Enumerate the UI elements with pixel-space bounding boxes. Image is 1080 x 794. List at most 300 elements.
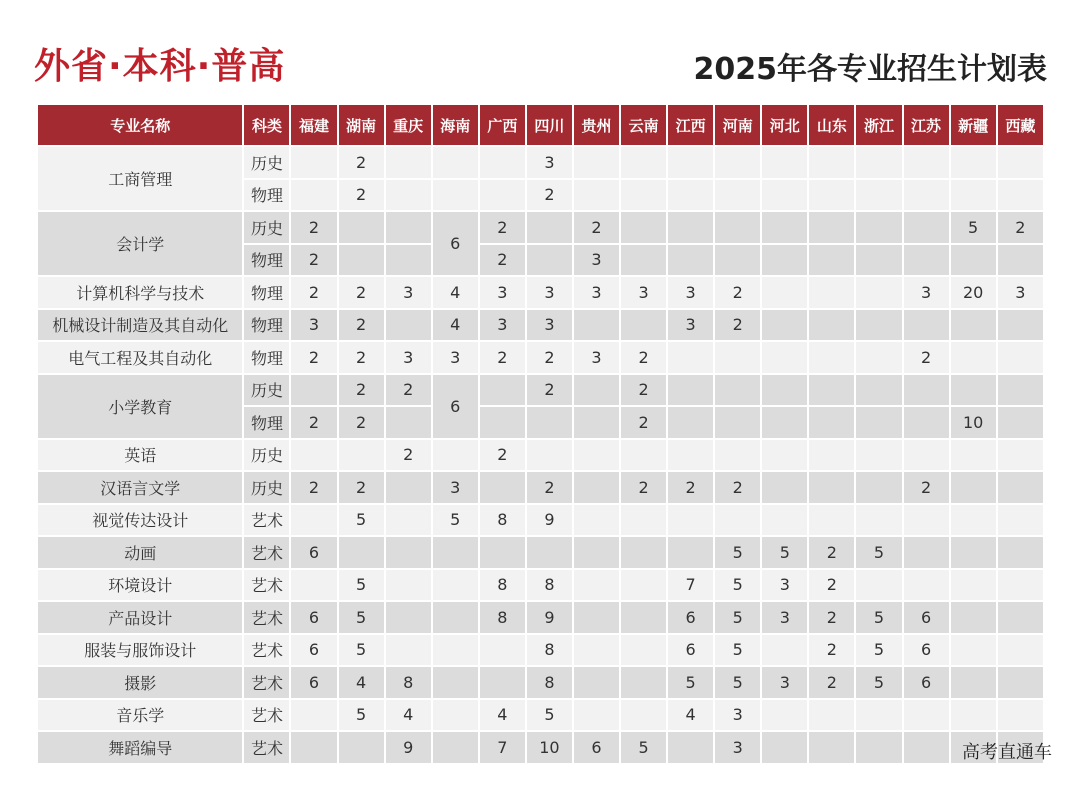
quota-cell [291,700,336,731]
quota-cell: 3 [527,310,572,341]
quota-cell: 6 [904,602,949,633]
quota-cell [339,732,384,763]
quota-cell [809,245,854,276]
table-row [38,212,1043,243]
quota-cell [386,180,431,211]
table-row [38,570,1043,601]
quota-cell: 3 [527,147,572,178]
quota-cell [951,570,996,601]
quota-cell [856,472,901,503]
quota-cell [998,635,1043,666]
table-row [38,375,1043,406]
quota-cell [668,375,713,406]
quota-cell: 2 [621,407,666,438]
quota-cell [386,147,431,178]
quota-cell: 2 [574,212,619,243]
quota-cell [339,245,384,276]
quota-cell: 2 [480,342,525,373]
quota-cell: 2 [480,212,525,243]
quota-cell: 6 [291,667,336,698]
quota-cell [904,440,949,471]
quota-cell: 2 [339,342,384,373]
quota-cell: 5 [951,212,996,243]
quota-cell: 3 [433,472,478,503]
quota-cell [480,375,525,406]
quota-cell [715,245,760,276]
column-header-major: 专业名称 [38,105,242,145]
major-group [38,700,1043,731]
major-group [38,277,1043,308]
quota-cell [998,440,1043,471]
quota-cell: 3 [574,277,619,308]
quota-cell [386,212,431,243]
quota-cell [715,407,760,438]
quota-cell: 2 [715,277,760,308]
column-header-type: 科类 [244,105,289,145]
subject-type-cell: 物理 [244,277,289,308]
quota-cell [809,342,854,373]
table-row [38,472,1043,503]
quota-cell [621,700,666,731]
quota-cell [951,505,996,536]
quota-cell: 2 [339,277,384,308]
column-header-province: 河南 [715,105,760,145]
quota-cell [856,570,901,601]
quota-cell: 8 [480,602,525,633]
quota-cell: 4 [386,700,431,731]
quota-cell: 2 [386,375,431,406]
quota-cell: 3 [762,570,807,601]
quota-cell: 5 [339,635,384,666]
quota-cell [621,212,666,243]
quota-cell [291,505,336,536]
table-row [38,440,1043,471]
quota-cell: 5 [715,570,760,601]
quota-cell: 3 [668,310,713,341]
subject-type-cell: 历史 [244,472,289,503]
subject-type-cell: 物理 [244,342,289,373]
major-name-cell: 舞蹈编导 [38,732,242,763]
quota-cell [527,537,572,568]
subject-type-cell: 历史 [244,440,289,471]
quota-cell: 2 [809,570,854,601]
quota-cell [762,635,807,666]
quota-cell: 5 [621,732,666,763]
table-row [38,700,1043,731]
quota-cell [621,440,666,471]
column-header-province: 云南 [621,105,666,145]
quota-cell: 3 [574,245,619,276]
quota-cell: 5 [762,537,807,568]
quota-cell [386,245,431,276]
quota-cell [715,375,760,406]
column-header-province: 江西 [668,105,713,145]
major-group [38,635,1043,666]
major-name-cell: 工商管理 [38,147,242,210]
column-header-province: 贵州 [574,105,619,145]
quota-cell [809,732,854,763]
table-row [38,635,1043,666]
quota-cell [762,505,807,536]
quota-cell: 2 [339,310,384,341]
quota-cell: 2 [998,212,1043,243]
quota-cell [621,667,666,698]
quota-cell: 2 [668,472,713,503]
quota-cell: 2 [291,245,336,276]
quota-cell: 9 [527,505,572,536]
column-header-province: 海南 [433,105,478,145]
major-name-cell: 汉语言文学 [38,472,242,503]
major-group [38,342,1043,373]
quota-cell: 5 [339,570,384,601]
major-group [38,212,1043,275]
quota-cell [433,147,478,178]
quota-cell [951,700,996,731]
quota-cell [574,147,619,178]
quota-cell [762,407,807,438]
quota-cell [433,570,478,601]
major-name-cell: 音乐学 [38,700,242,731]
quota-cell: 2 [904,472,949,503]
quota-cell: 2 [339,407,384,438]
quota-cell [856,732,901,763]
subject-type-cell: 历史 [244,375,289,406]
quota-cell: 2 [809,667,854,698]
column-header-province: 湖南 [339,105,384,145]
quota-cell: 5 [856,635,901,666]
quota-cell [762,700,807,731]
quota-cell [951,342,996,373]
quota-cell [904,180,949,211]
subject-type-cell: 艺术 [244,505,289,536]
quota-cell: 6 [291,537,336,568]
quota-cell [386,537,431,568]
major-name-cell: 视觉传达设计 [38,505,242,536]
quota-cell: 2 [480,440,525,471]
quota-cell: 2 [291,342,336,373]
quota-cell: 6 [433,212,478,275]
column-header-province: 山东 [809,105,854,145]
subject-type-cell: 艺术 [244,700,289,731]
major-group [38,440,1043,471]
quota-cell [386,407,431,438]
quota-cell: 3 [386,277,431,308]
quota-cell: 2 [291,472,336,503]
subject-type-cell: 物理 [244,310,289,341]
quota-cell: 2 [480,245,525,276]
quota-cell [998,472,1043,503]
major-name-cell: 动画 [38,537,242,568]
quota-cell: 4 [668,700,713,731]
quota-cell [904,700,949,731]
quota-cell [762,440,807,471]
quota-cell: 5 [339,602,384,633]
quota-cell [809,505,854,536]
quota-cell: 5 [715,602,760,633]
quota-cell [291,440,336,471]
quota-cell [951,180,996,211]
quota-cell [527,407,572,438]
quota-cell [574,440,619,471]
quota-cell [904,732,949,763]
quota-cell: 3 [762,667,807,698]
quota-cell: 3 [480,277,525,308]
quota-cell [762,375,807,406]
quota-cell: 3 [668,277,713,308]
quota-cell: 8 [480,570,525,601]
quota-cell [809,472,854,503]
quota-cell [574,700,619,731]
major-group [38,667,1043,698]
subject-type-cell: 艺术 [244,732,289,763]
quota-cell [856,212,901,243]
quota-cell [951,375,996,406]
major-group [38,147,1043,210]
quota-cell: 6 [668,635,713,666]
quota-cell [574,407,619,438]
major-group [38,472,1043,503]
quota-cell: 8 [527,667,572,698]
quota-cell: 2 [527,342,572,373]
quota-cell [668,440,713,471]
quota-cell [998,667,1043,698]
table-header-row [38,105,1043,145]
quota-cell [621,635,666,666]
quota-cell [480,537,525,568]
quota-cell [386,635,431,666]
quota-cell [715,440,760,471]
quota-cell [574,537,619,568]
subject-type-cell: 艺术 [244,667,289,698]
quota-cell [856,147,901,178]
quota-cell [856,700,901,731]
quota-cell [291,732,336,763]
quota-cell: 2 [339,472,384,503]
quota-cell: 5 [433,505,478,536]
quota-cell: 3 [762,602,807,633]
subject-type-cell: 艺术 [244,635,289,666]
quota-cell: 3 [574,342,619,373]
column-header-province: 四川 [527,105,572,145]
quota-cell: 4 [339,667,384,698]
quota-cell [668,147,713,178]
major-group [38,310,1043,341]
quota-cell [809,212,854,243]
column-header-province: 福建 [291,105,336,145]
brand-title: 外省·本科·普高 [34,46,286,87]
quota-cell [809,440,854,471]
quota-cell [998,602,1043,633]
quota-cell [762,310,807,341]
major-name-cell: 环境设计 [38,570,242,601]
quota-cell: 6 [904,667,949,698]
quota-cell [668,505,713,536]
major-name-cell: 机械设计制造及其自动化 [38,310,242,341]
quota-cell: 8 [527,570,572,601]
quota-cell [715,212,760,243]
quota-cell: 2 [621,472,666,503]
quota-cell [856,245,901,276]
quota-cell [574,180,619,211]
quota-cell [386,602,431,633]
quota-cell: 7 [480,732,525,763]
quota-cell [621,147,666,178]
quota-cell: 3 [904,277,949,308]
quota-cell [433,667,478,698]
table-row [38,277,1043,308]
quota-cell [480,407,525,438]
quota-cell [668,407,713,438]
quota-cell [904,407,949,438]
quota-cell [668,537,713,568]
quota-cell [715,147,760,178]
quota-cell [762,180,807,211]
quota-cell [339,212,384,243]
quota-cell: 5 [339,505,384,536]
quota-cell [998,700,1043,731]
quota-cell: 9 [386,732,431,763]
column-header-province: 新疆 [951,105,996,145]
quota-cell: 6 [291,602,336,633]
quota-cell [621,245,666,276]
quota-cell: 2 [904,342,949,373]
quota-cell [951,472,996,503]
quota-cell [951,147,996,178]
subject-type-cell: 物理 [244,407,289,438]
quota-cell: 7 [668,570,713,601]
quota-cell [951,245,996,276]
major-name-cell: 会计学 [38,212,242,275]
quota-cell [480,472,525,503]
quota-cell [904,537,949,568]
subject-type-cell: 艺术 [244,602,289,633]
quota-cell [433,700,478,731]
table-row [38,147,1043,178]
quota-cell: 2 [809,635,854,666]
quota-cell [951,537,996,568]
quota-cell: 3 [433,342,478,373]
quota-cell [621,505,666,536]
quota-cell [762,472,807,503]
quota-cell: 2 [339,147,384,178]
quota-cell [480,635,525,666]
quota-cell: 5 [856,602,901,633]
quota-cell: 5 [668,667,713,698]
quota-cell [433,732,478,763]
quota-cell [904,147,949,178]
quota-cell [904,212,949,243]
quota-cell: 2 [291,212,336,243]
table-row [38,537,1043,568]
quota-cell [951,440,996,471]
quota-cell: 3 [715,732,760,763]
quota-cell: 5 [527,700,572,731]
quota-cell: 2 [715,310,760,341]
quota-cell: 10 [527,732,572,763]
quota-cell: 3 [291,310,336,341]
quota-cell: 3 [527,277,572,308]
column-header-province: 江苏 [904,105,949,145]
quota-cell [480,147,525,178]
quota-cell [951,667,996,698]
quota-cell [809,407,854,438]
quota-cell: 6 [904,635,949,666]
quota-cell: 6 [291,635,336,666]
quota-cell [762,245,807,276]
quota-cell: 2 [339,375,384,406]
quota-cell [621,537,666,568]
subject-type-cell: 艺术 [244,537,289,568]
quota-cell [668,732,713,763]
quota-cell [527,440,572,471]
column-header-province: 西藏 [998,105,1043,145]
quota-cell [668,342,713,373]
major-group [38,570,1043,601]
quota-cell: 5 [715,635,760,666]
enrollment-plan-table [36,103,1045,765]
quota-cell: 2 [527,472,572,503]
quota-cell [998,407,1043,438]
page-title: 2025年各专业招生计划表 [693,52,1047,87]
quota-cell [998,310,1043,341]
major-group [38,505,1043,536]
quota-cell [856,180,901,211]
quota-cell [856,342,901,373]
quota-cell: 3 [715,700,760,731]
column-header-province: 浙江 [856,105,901,145]
quota-cell [998,245,1043,276]
quota-cell [998,147,1043,178]
quota-cell: 8 [480,505,525,536]
quota-cell [574,375,619,406]
quota-cell [904,310,949,341]
quota-cell [809,700,854,731]
quota-cell: 4 [433,277,478,308]
quota-cell [762,342,807,373]
quota-cell [574,667,619,698]
quota-cell [998,537,1043,568]
quota-cell: 8 [386,667,431,698]
quota-cell: 2 [809,602,854,633]
major-name-cell: 计算机科学与技术 [38,277,242,308]
quota-cell [291,375,336,406]
subject-type-cell: 物理 [244,245,289,276]
subject-type-cell: 历史 [244,212,289,243]
watermark: 高考直通车 [962,742,1052,763]
quota-cell [574,310,619,341]
quota-cell [574,505,619,536]
subject-type-cell: 艺术 [244,570,289,601]
quota-cell [856,375,901,406]
quota-cell: 2 [809,537,854,568]
quota-cell [904,505,949,536]
quota-cell: 9 [527,602,572,633]
quota-cell [951,310,996,341]
quota-cell [856,505,901,536]
quota-cell: 3 [998,277,1043,308]
major-name-cell: 服装与服饰设计 [38,635,242,666]
quota-cell: 2 [527,180,572,211]
subject-type-cell: 历史 [244,147,289,178]
major-name-cell: 产品设计 [38,602,242,633]
major-name-cell: 小学教育 [38,375,242,438]
quota-cell: 2 [291,407,336,438]
quota-cell [574,472,619,503]
quota-cell [574,602,619,633]
table-row [38,602,1043,633]
quota-cell [433,635,478,666]
quota-cell [621,180,666,211]
